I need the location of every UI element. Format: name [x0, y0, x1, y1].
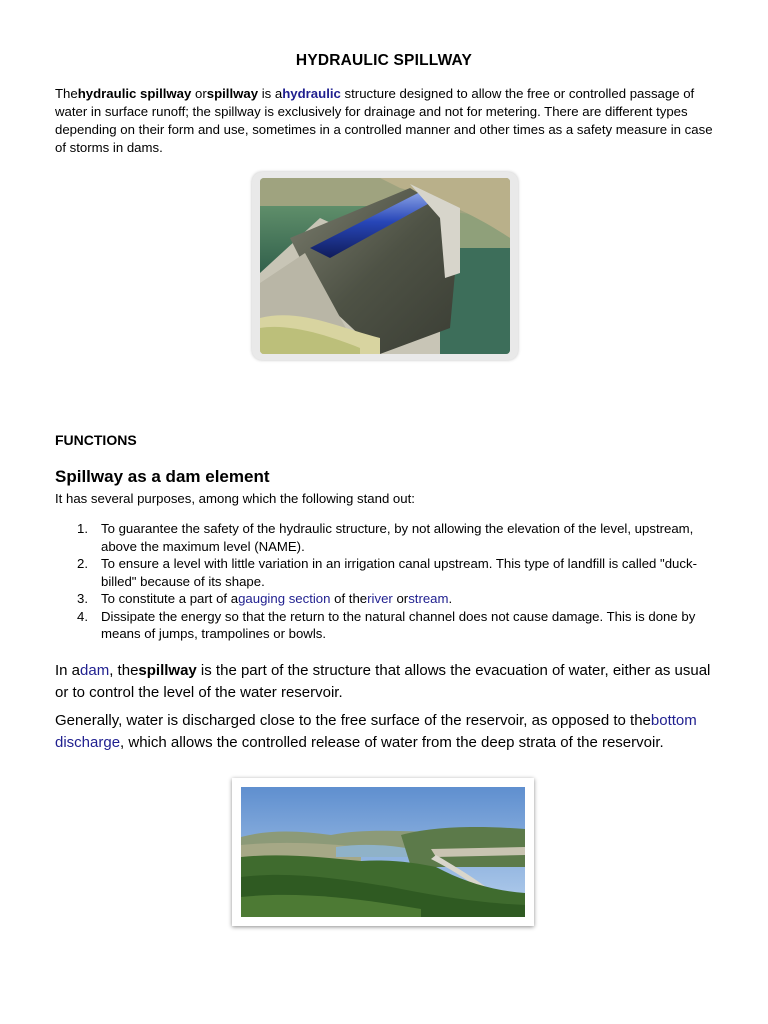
- list-number: 3.: [77, 591, 88, 606]
- section-subheading: Spillway as a dam element: [55, 467, 270, 486]
- list-item-pre: To constitute a part of a: [101, 591, 239, 606]
- para2-rest: , which allows the controlled release of water from the deep strata of the reservoir.: [120, 733, 664, 751]
- list-item-mid: of the: [330, 591, 368, 606]
- intro-or: or: [191, 86, 207, 101]
- para1-term-spillway: spillway: [138, 662, 197, 679]
- functions-heading: FUNCTIONS: [55, 432, 137, 448]
- purposes-list: [55, 520, 715, 643]
- gauging-section-link[interactable]: gauging section: [238, 591, 331, 606]
- para1-rest: is the part of the structure that allows the evacuation of water, either as usual or to control the level of the water reservoir.: [55, 662, 711, 701]
- dam-landscape-illustration: [241, 787, 525, 917]
- stream-link[interactable]: stream: [408, 591, 449, 606]
- page-title: HYDRAULIC SPILLWAY: [295, 52, 473, 69]
- list-item-end: .: [448, 591, 453, 606]
- intro-is-a: is a: [258, 86, 283, 101]
- purposes-intro: It has several purposes, among which the following stand out:: [55, 491, 415, 506]
- list-item: [55, 520, 715, 555]
- spillway-photo-frame: [252, 172, 518, 360]
- intro-term-spillway: spillway: [206, 86, 259, 101]
- river-link[interactable]: river: [367, 591, 393, 606]
- intro-rest: structure designed to allow the free or controlled passage of water in surface runoff; the spillway is exclusively for drainage and not for metering. There are different types depending on their form and use, sometimes in a controlled manner and other times as a safety measure in case of storms in dams.: [55, 86, 713, 155]
- spillway-photo-illustration: [260, 178, 510, 354]
- list-item-text: To guarantee the safety of the hydraulic structure, by not allowing the elevation of the level, upstream, above the maximum level (NAME).: [101, 521, 694, 554]
- para2-pre: Generally, water is discharged close to the free surface of the reservoir, as opposed to the: [55, 712, 651, 729]
- para1-pre: In a: [55, 662, 81, 679]
- list-number: 2.: [77, 556, 88, 571]
- list-item: [55, 608, 715, 643]
- list-item-text: Dissipate the energy so that the return to the natural channel does not cause damage. This is done by means of jumps, trampolines or bowls.: [101, 608, 696, 641]
- list-number: 4.: [77, 608, 88, 624]
- list-item-or: or: [392, 591, 409, 606]
- list-item: [55, 555, 715, 590]
- hydraulic-link[interactable]: hydraulic: [282, 86, 341, 101]
- dam-link[interactable]: dam: [80, 662, 110, 679]
- para1-mid: , the: [109, 662, 139, 679]
- dam-paragraph: [55, 660, 715, 703]
- bottom-discharge-link[interactable]: bottom discharge: [55, 712, 697, 751]
- intro-paragraph: [55, 85, 715, 157]
- list-item-text: To ensure a level with little variation in an irrigation canal upstream. This type of landfill is called "duck-billed" because of its shape.: [101, 556, 697, 589]
- list-number: 1.: [77, 521, 88, 536]
- list-item: [55, 590, 715, 608]
- spillway-photo: [260, 178, 510, 354]
- dam-landscape-photo-frame: [232, 778, 534, 926]
- dam-landscape-photo: [241, 787, 525, 917]
- intro-the: The: [55, 86, 78, 101]
- intro-term-hydraulic-spillway: hydraulic spillway: [77, 86, 192, 101]
- discharge-paragraph: [55, 710, 715, 753]
